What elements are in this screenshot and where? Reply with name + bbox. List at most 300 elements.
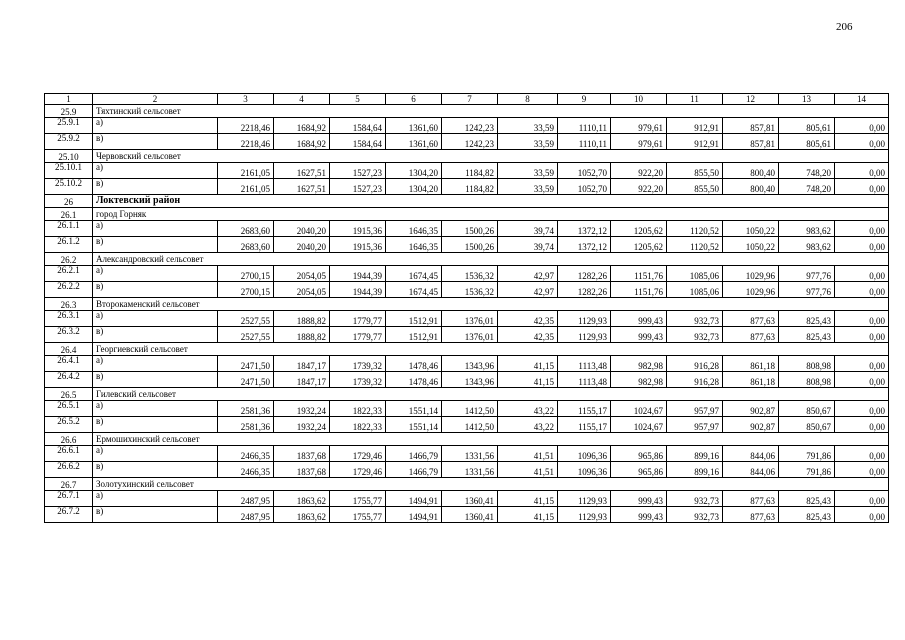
section-row [45,388,889,401]
value-cell: 1755,77 [330,491,386,507]
value-cell: 1129,93 [558,311,611,327]
value-cell: 1932,24 [274,401,330,417]
value-cell: 1376,01 [442,311,498,327]
table-row [45,507,889,523]
value-cell: 825,43 [779,491,835,507]
value-cell: 999,43 [611,311,667,327]
value-cell: 42,97 [498,282,558,298]
value-cell: 1360,41 [442,507,498,523]
value-cell: 2466,35 [218,446,274,462]
table-row [45,179,889,195]
value-cell: 1779,77 [330,327,386,343]
value-cell: 2054,05 [274,282,330,298]
value-cell: 1527,23 [330,179,386,195]
value-cell: 1527,23 [330,163,386,179]
value-cell: 1822,33 [330,401,386,417]
section-row [45,298,889,311]
value-cell: 1584,64 [330,118,386,134]
value-cell: 1151,76 [611,266,667,282]
value-cell: 877,63 [723,327,779,343]
value-cell: 1755,77 [330,507,386,523]
section-name: Второкаменский сельсовет [93,298,889,311]
value-cell: 0,00 [835,327,889,343]
value-cell: 1376,01 [442,327,498,343]
value-cell: 42,97 [498,266,558,282]
value-cell: 0,00 [835,507,889,523]
row-letter: в) [93,372,218,388]
value-cell: 825,43 [779,507,835,523]
value-cell: 33,59 [498,179,558,195]
row-code: 26.4.1 [45,356,93,372]
value-cell: 0,00 [835,237,889,253]
value-cell: 2471,50 [218,372,274,388]
value-cell: 1500,26 [442,221,498,237]
value-cell: 1466,79 [386,446,442,462]
row-letter: в) [93,462,218,478]
value-cell: 1096,36 [558,446,611,462]
value-cell: 808,98 [779,356,835,372]
value-cell: 1304,20 [386,163,442,179]
column-number: 5 [330,94,386,105]
row-code: 26.2.2 [45,282,93,298]
value-cell: 912,91 [667,118,723,134]
value-cell: 932,73 [667,491,723,507]
value-cell: 1512,91 [386,311,442,327]
value-cell: 2487,95 [218,491,274,507]
section-row [45,195,889,208]
value-cell: 1343,96 [442,372,498,388]
row-code: 26.5.1 [45,401,93,417]
section-row [45,343,889,356]
page-number: 206 [836,21,853,33]
value-cell: 1551,14 [386,401,442,417]
value-cell: 41,15 [498,372,558,388]
value-cell: 1627,51 [274,179,330,195]
row-code: 26.3.2 [45,327,93,343]
value-cell: 2218,46 [218,118,274,134]
value-cell: 1085,06 [667,282,723,298]
value-cell: 1551,14 [386,417,442,433]
value-cell: 808,98 [779,372,835,388]
value-cell: 2581,36 [218,401,274,417]
table-row [45,311,889,327]
value-cell: 748,20 [779,163,835,179]
value-cell: 1050,22 [723,221,779,237]
value-cell: 861,18 [723,356,779,372]
table-row [45,221,889,237]
row-code: 26.3.1 [45,311,93,327]
value-cell: 0,00 [835,179,889,195]
value-cell: 1646,35 [386,221,442,237]
row-code: 26.2.1 [45,266,93,282]
value-cell: 922,20 [611,179,667,195]
value-cell: 902,87 [723,401,779,417]
table-row [45,491,889,507]
value-cell: 1155,17 [558,401,611,417]
value-cell: 983,62 [779,237,835,253]
value-cell: 999,43 [611,507,667,523]
value-cell: 1155,17 [558,417,611,433]
value-cell: 1674,45 [386,266,442,282]
value-cell: 2161,05 [218,163,274,179]
section-code: 26.5 [45,388,93,401]
row-letter: а) [93,356,218,372]
value-cell: 999,43 [611,491,667,507]
value-cell: 2527,55 [218,327,274,343]
value-cell: 1361,60 [386,118,442,134]
value-cell: 983,62 [779,221,835,237]
value-cell: 1024,67 [611,417,667,433]
value-cell: 0,00 [835,163,889,179]
value-cell: 979,61 [611,118,667,134]
value-cell: 1674,45 [386,282,442,298]
value-cell: 1478,46 [386,372,442,388]
value-cell: 2527,55 [218,311,274,327]
table-row [45,266,889,282]
row-letter: в) [93,179,218,195]
value-cell: 916,28 [667,356,723,372]
value-cell: 800,40 [723,179,779,195]
value-cell: 1120,52 [667,237,723,253]
table-row [45,237,889,253]
value-cell: 850,67 [779,401,835,417]
value-cell: 800,40 [723,163,779,179]
row-letter: а) [93,266,218,282]
section-name: Тяхтинский сельсовет [93,105,889,118]
value-cell: 1739,32 [330,356,386,372]
value-cell: 1494,91 [386,491,442,507]
value-cell: 1205,62 [611,237,667,253]
value-cell: 1343,96 [442,356,498,372]
value-cell: 1536,32 [442,282,498,298]
value-cell: 1029,96 [723,266,779,282]
section-code: 25.10 [45,150,93,163]
column-number: 6 [386,94,442,105]
section-code: 26.2 [45,253,93,266]
value-cell: 1684,92 [274,118,330,134]
column-number: 7 [442,94,498,105]
row-letter: в) [93,282,218,298]
value-cell: 0,00 [835,446,889,462]
value-cell: 1242,23 [442,118,498,134]
value-cell: 1120,52 [667,221,723,237]
value-cell: 2218,46 [218,134,274,150]
value-cell: 42,35 [498,311,558,327]
value-cell: 979,61 [611,134,667,150]
value-cell: 43,22 [498,401,558,417]
column-number: 12 [723,94,779,105]
section-name: Ермошихинский сельсовет [93,433,889,446]
value-cell: 850,67 [779,417,835,433]
value-cell: 41,15 [498,356,558,372]
row-letter: а) [93,446,218,462]
value-cell: 1360,41 [442,491,498,507]
column-number: 3 [218,94,274,105]
column-number: 1 [45,94,93,105]
column-number-row [45,94,889,105]
table-body [45,94,889,523]
value-cell: 899,16 [667,446,723,462]
value-cell: 805,61 [779,134,835,150]
table-row [45,282,889,298]
table-row [45,462,889,478]
row-letter: а) [93,401,218,417]
value-cell: 2471,50 [218,356,274,372]
row-letter: в) [93,237,218,253]
value-cell: 42,35 [498,327,558,343]
value-cell: 1050,22 [723,237,779,253]
value-cell: 1512,91 [386,327,442,343]
value-cell: 41,15 [498,491,558,507]
value-cell: 1129,93 [558,491,611,507]
table-row [45,446,889,462]
table-row [45,372,889,388]
row-code: 26.1.2 [45,237,93,253]
section-name: Червовский сельсовет [93,150,889,163]
value-cell: 922,20 [611,163,667,179]
section-row [45,433,889,446]
section-name: Локтевский район [93,195,889,208]
value-cell: 1029,96 [723,282,779,298]
section-name: город Горняк [93,208,889,221]
row-code: 26.5.2 [45,417,93,433]
column-number: 10 [611,94,667,105]
value-cell: 1331,56 [442,462,498,478]
value-cell: 0,00 [835,417,889,433]
value-cell: 1646,35 [386,237,442,253]
value-cell: 1863,62 [274,507,330,523]
value-cell: 977,76 [779,282,835,298]
value-cell: 2487,95 [218,507,274,523]
row-code: 25.9.1 [45,118,93,134]
value-cell: 1184,82 [442,179,498,195]
value-cell: 1584,64 [330,134,386,150]
value-cell: 2700,15 [218,282,274,298]
value-cell: 1822,33 [330,417,386,433]
value-cell: 1888,82 [274,311,330,327]
value-cell: 33,59 [498,134,558,150]
value-cell: 1779,77 [330,311,386,327]
value-cell: 1372,12 [558,237,611,253]
value-cell: 1729,46 [330,462,386,478]
value-cell: 1282,26 [558,266,611,282]
value-cell: 1494,91 [386,507,442,523]
value-cell: 2054,05 [274,266,330,282]
section-row [45,253,889,266]
value-cell: 1684,92 [274,134,330,150]
value-cell: 932,73 [667,327,723,343]
section-code: 26.6 [45,433,93,446]
value-cell: 825,43 [779,311,835,327]
value-cell: 1242,23 [442,134,498,150]
value-cell: 2683,60 [218,237,274,253]
section-code: 25.9 [45,105,93,118]
value-cell: 1863,62 [274,491,330,507]
value-cell: 1129,93 [558,507,611,523]
value-cell: 1847,17 [274,372,330,388]
row-letter: в) [93,507,218,523]
value-cell: 791,86 [779,446,835,462]
value-cell: 982,98 [611,356,667,372]
value-cell: 0,00 [835,311,889,327]
row-code: 26.6.1 [45,446,93,462]
value-cell: 825,43 [779,327,835,343]
value-cell: 1113,48 [558,356,611,372]
section-code: 26.3 [45,298,93,311]
value-cell: 1205,62 [611,221,667,237]
value-cell: 41,51 [498,446,558,462]
value-cell: 791,86 [779,462,835,478]
value-cell: 977,76 [779,266,835,282]
value-cell: 877,63 [723,311,779,327]
section-code: 26.1 [45,208,93,221]
value-cell: 1932,24 [274,417,330,433]
value-cell: 2466,35 [218,462,274,478]
column-number: 4 [274,94,330,105]
value-cell: 0,00 [835,134,889,150]
value-cell: 2683,60 [218,221,274,237]
table-row [45,163,889,179]
value-cell: 748,20 [779,179,835,195]
section-name: Гилевский сельсовет [93,388,889,401]
value-cell: 1739,32 [330,372,386,388]
column-number: 8 [498,94,558,105]
value-cell: 1052,70 [558,179,611,195]
section-row [45,105,889,118]
value-cell: 902,87 [723,417,779,433]
section-row [45,150,889,163]
value-cell: 33,59 [498,118,558,134]
value-cell: 1024,67 [611,401,667,417]
value-cell: 2581,36 [218,417,274,433]
value-cell: 41,51 [498,462,558,478]
table-row [45,356,889,372]
row-code: 26.7.2 [45,507,93,523]
row-letter: а) [93,163,218,179]
value-cell: 1837,68 [274,446,330,462]
tariff-table [44,93,889,523]
row-letter: в) [93,417,218,433]
row-letter: в) [93,327,218,343]
value-cell: 1500,26 [442,237,498,253]
column-number: 13 [779,94,835,105]
row-letter: а) [93,311,218,327]
value-cell: 1110,11 [558,134,611,150]
section-name: Александровский сельсовет [93,253,889,266]
row-letter: а) [93,221,218,237]
row-letter: в) [93,134,218,150]
row-code: 26.4.2 [45,372,93,388]
table-row [45,401,889,417]
value-cell: 932,73 [667,311,723,327]
value-cell: 2161,05 [218,179,274,195]
value-cell: 861,18 [723,372,779,388]
section-code: 26.4 [45,343,93,356]
value-cell: 855,50 [667,163,723,179]
value-cell: 932,73 [667,507,723,523]
value-cell: 1372,12 [558,221,611,237]
value-cell: 0,00 [835,356,889,372]
section-name: Золотухинский сельсовет [93,478,889,491]
row-code: 25.10.2 [45,179,93,195]
value-cell: 965,86 [611,446,667,462]
value-cell: 1113,48 [558,372,611,388]
row-code: 25.9.2 [45,134,93,150]
section-row [45,208,889,221]
value-cell: 857,81 [723,118,779,134]
value-cell: 1304,20 [386,179,442,195]
value-cell: 1847,17 [274,356,330,372]
table-row [45,134,889,150]
value-cell: 1412,50 [442,401,498,417]
value-cell: 844,06 [723,446,779,462]
value-cell: 957,97 [667,417,723,433]
value-cell: 1282,26 [558,282,611,298]
value-cell: 1129,93 [558,327,611,343]
value-cell: 1361,60 [386,134,442,150]
value-cell: 855,50 [667,179,723,195]
value-cell: 1729,46 [330,446,386,462]
row-letter: а) [93,118,218,134]
value-cell: 2040,20 [274,237,330,253]
table-row [45,118,889,134]
value-cell: 1331,56 [442,446,498,462]
row-code: 25.10.1 [45,163,93,179]
value-cell: 0,00 [835,221,889,237]
value-cell: 916,28 [667,372,723,388]
value-cell: 1944,39 [330,282,386,298]
value-cell: 965,86 [611,462,667,478]
column-number: 14 [835,94,889,105]
value-cell: 39,74 [498,221,558,237]
row-code: 26.7.1 [45,491,93,507]
value-cell: 1888,82 [274,327,330,343]
value-cell: 1466,79 [386,462,442,478]
value-cell: 912,91 [667,134,723,150]
value-cell: 0,00 [835,462,889,478]
table-row [45,417,889,433]
value-cell: 0,00 [835,266,889,282]
value-cell: 2040,20 [274,221,330,237]
section-code: 26.7 [45,478,93,491]
value-cell: 1536,32 [442,266,498,282]
value-cell: 1478,46 [386,356,442,372]
value-cell: 805,61 [779,118,835,134]
value-cell: 982,98 [611,372,667,388]
value-cell: 957,97 [667,401,723,417]
value-cell: 0,00 [835,401,889,417]
value-cell: 0,00 [835,282,889,298]
section-row [45,478,889,491]
value-cell: 1915,36 [330,237,386,253]
value-cell: 1184,82 [442,163,498,179]
value-cell: 877,63 [723,491,779,507]
value-cell: 1837,68 [274,462,330,478]
value-cell: 0,00 [835,118,889,134]
value-cell: 1110,11 [558,118,611,134]
value-cell: 41,15 [498,507,558,523]
row-code: 26.1.1 [45,221,93,237]
value-cell: 1915,36 [330,221,386,237]
column-number: 11 [667,94,723,105]
value-cell: 999,43 [611,327,667,343]
value-cell: 1412,50 [442,417,498,433]
value-cell: 844,06 [723,462,779,478]
value-cell: 1627,51 [274,163,330,179]
value-cell: 899,16 [667,462,723,478]
row-code: 26.6.2 [45,462,93,478]
value-cell: 1944,39 [330,266,386,282]
